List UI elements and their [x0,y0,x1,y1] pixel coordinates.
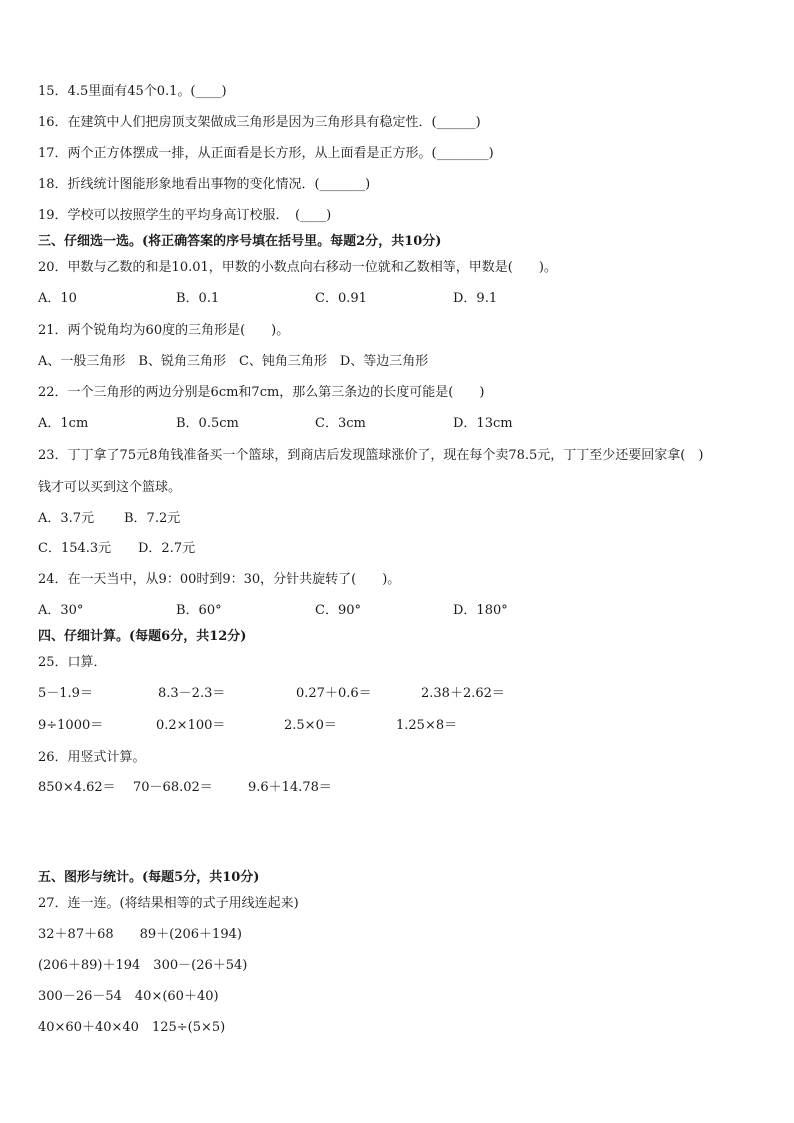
q23-option-c: C．154.3元 [38,541,112,556]
q26-item: 70－68.02＝ [133,780,213,795]
q24-option-c: C．90° [315,603,361,618]
q25-r1-item: 2.38＋2.62＝ [421,686,505,701]
question-25: 25．口算． [38,655,107,670]
q26-item: 850×4.62＝ [38,780,116,795]
q24-option-d: D．180° [453,603,508,618]
question-15: 15．4.5里面有45个0.1。(____) [38,84,227,99]
question-17: 17．两个正方体摆成一排，从正面看是长方形，从上面看是正方形。(________) [38,146,494,161]
q20-option-b: B．0.1 [176,291,220,306]
question-21: 21．两个锐角均为60度的三角形是( )。 [38,323,290,338]
question-24: 24．在一天当中，从9：00时到9：30，分针共旋转了( )。 [38,572,401,587]
q25-r1-item: 8.3－2.3＝ [158,686,226,701]
section-3-heading: 三、仔细选一选。(将正确答案的序号填在括号里。每题2分，共10分) [38,234,442,249]
q24-option-b: B．60° [176,603,222,618]
q25-r2-item: 9÷1000＝ [38,718,104,733]
q25-r2-item: 2.5×0＝ [284,718,337,733]
question-16: 16．在建筑中人们把房顶支架做成三角形是因为三角形具有稳定性．(______) [38,115,481,130]
section-5-heading: 五、图形与统计。(每题5分，共10分) [38,870,260,885]
q22-option-a: A．1cm [38,416,89,431]
q25-r1-item: 0.27＋0.6＝ [296,686,372,701]
q22-option-d: D．13cm [453,416,513,431]
q27-row: 300－26－54 40×(60＋40) [38,989,219,1004]
q26-item: 9.6＋14.78＝ [248,780,332,795]
question-27: 27．连一连。(将结果相等的式子用线连起来) [38,896,299,911]
question-22: 22．一个三角形的两边分别是6cm和7cm，那么第三条边的长度可能是( ) [38,385,485,400]
q23-option-d: D．2.7元 [138,541,196,556]
q27-row: 40×60＋40×40 125÷(5×5) [38,1020,226,1035]
section-4-heading: 四、仔细计算。(每题6分，共12分) [38,629,247,644]
q21-options: A、一般三角形 B、锐角三角形 C、钝角三角形 D、等边三角形 [38,354,429,369]
q20-option-d: D．9.1 [453,291,498,306]
question-18: 18．折线统计图能形象地看出事物的变化情况．(_______) [38,177,371,192]
q20-option-a: A．10 [38,291,77,306]
question-20: 20．甲数与乙数的和是10.01，甲数的小数点向右移动一位就和乙数相等，甲数是( )。 [38,260,557,275]
q25-r1-item: 5－1.9＝ [38,686,93,701]
q27-row: (206＋89)＋194 300－(26＋54) [38,958,248,973]
q22-option-b: B．0.5cm [176,416,239,431]
q22-option-c: C．3cm [315,416,366,431]
q25-r2-item: 0.2×100＝ [156,718,226,733]
question-26: 26．用竖式计算。 [38,750,146,765]
question-23-line2: 钱才可以买到这个篮球。 [38,480,182,495]
q27-row: 32＋87＋68 89＋(206＋194) [38,927,242,942]
q23-option-b: B．7.2元 [124,511,181,526]
q25-r2-item: 1.25×8＝ [396,718,458,733]
q24-option-a: A．30° [38,603,84,618]
question-23-line1: 23．丁丁拿了75元8角钱准备买一个篮球，到商店后发现篮球涨价了，现在每个卖78.5元，丁丁至少还要回家拿( ) [38,448,704,463]
q20-option-c: C．0.91 [315,291,367,306]
q23-option-a: A．3.7元 [38,511,95,526]
question-19: 19．学校可以按照学生的平均身高订校服． (____) [38,208,332,223]
